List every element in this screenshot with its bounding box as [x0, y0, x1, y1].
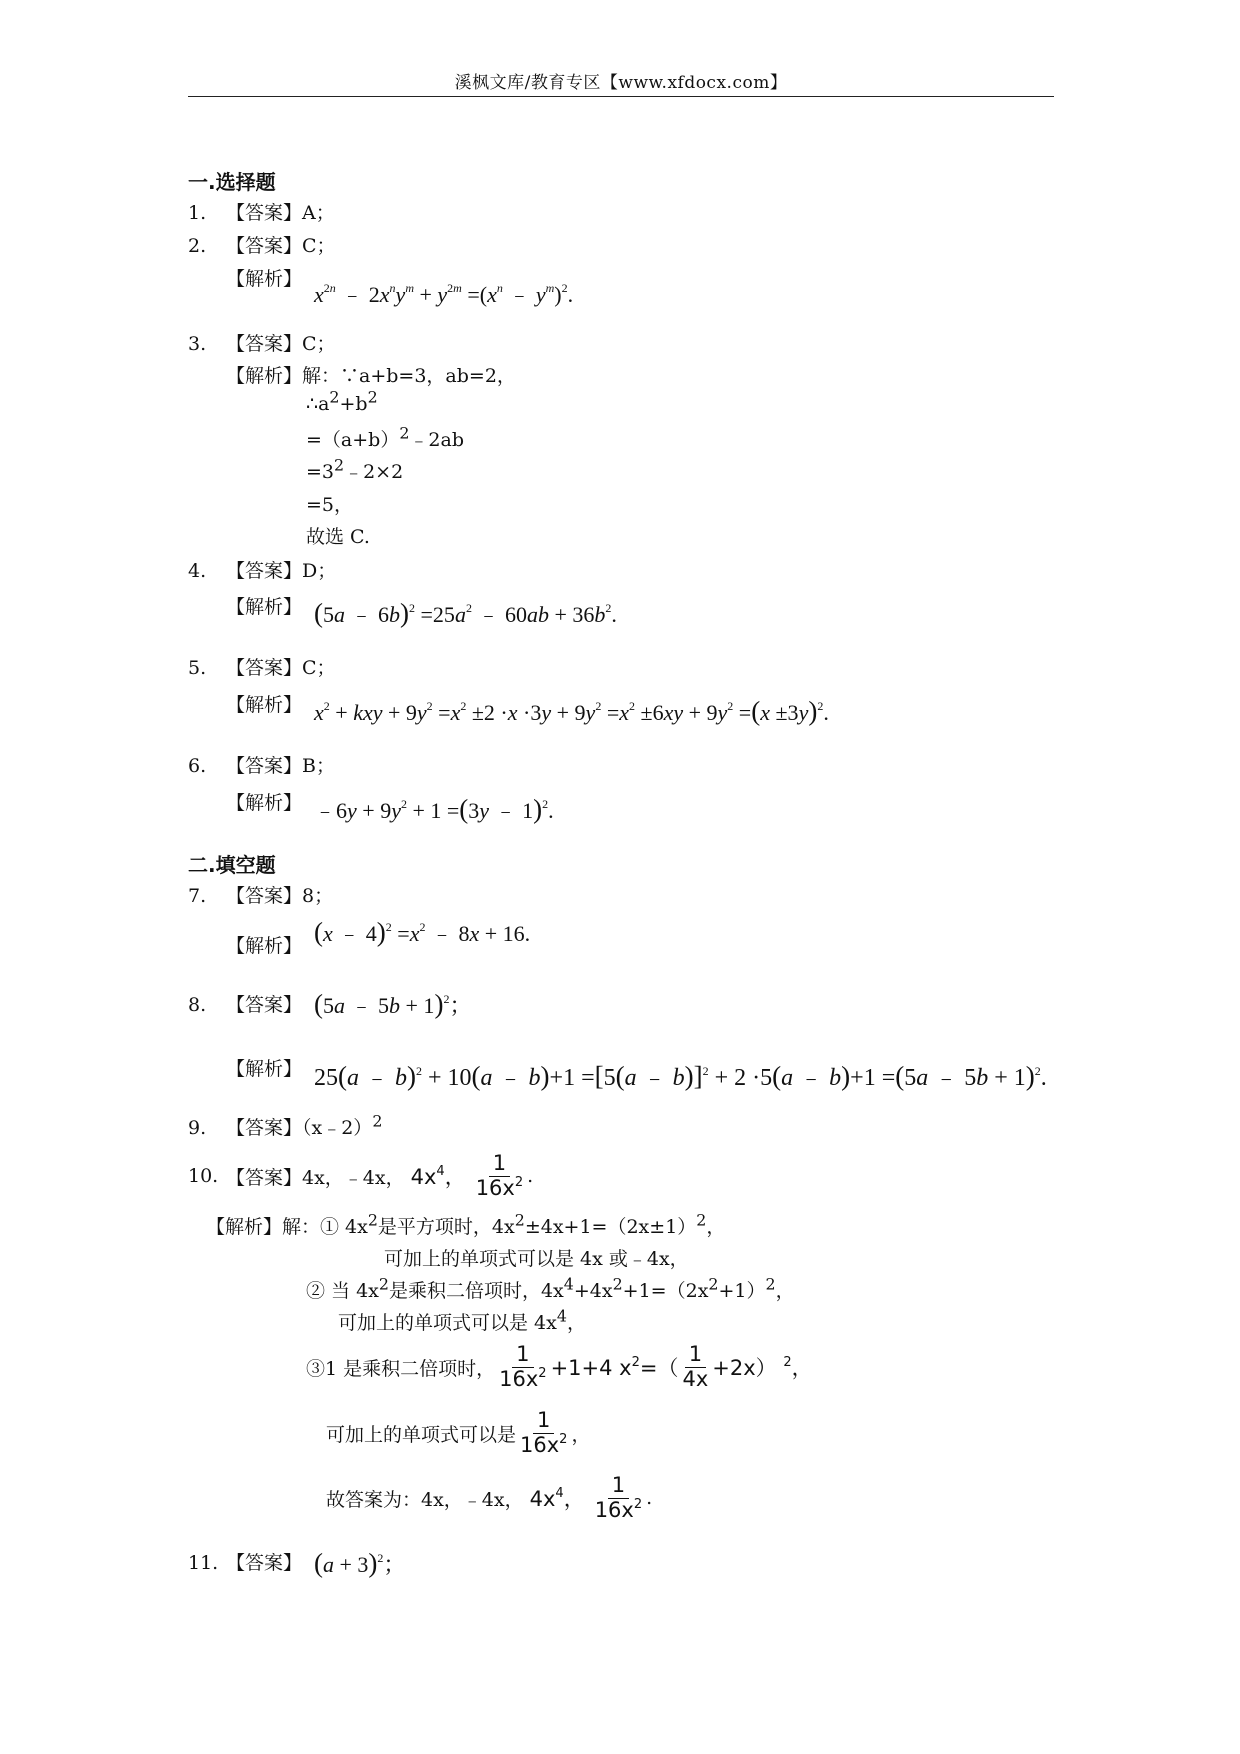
q6-analysis-formula: ﹣6y + $9y^2 + 1 =(3y$ ﹣ 1)$^2$. — [314, 794, 554, 824]
q3-step1-a: ∴a — [306, 393, 330, 415]
q10-l5-fraction-b: $\frac{1}{4x}$ — [682, 1342, 709, 1391]
q4-answer-text: 【答案】D； — [226, 560, 337, 582]
section-choice-title: 一.选择题 — [188, 170, 276, 194]
q1-answer-text: 【答案】A； — [226, 202, 335, 224]
q10-fraction: $\frac{1}{16x^2}$ — [475, 1151, 524, 1200]
q10-l7-fraction: $\frac{1}{16x^2}$ — [594, 1473, 643, 1522]
q9-answer — [188, 1113, 382, 1140]
q6-answer — [188, 751, 335, 778]
q10-analysis-line4: 可加上的单项式可以是 $4x^4$， — [338, 1306, 586, 1334]
q11-answer — [188, 1548, 302, 1575]
q10-analysis-line1: 【解析】解：① $4x^2$是平方项时，$4x^2\pm 4x+1=(2x\pm 1)^2$， — [206, 1210, 726, 1238]
q10-term-4x4: $4x^4$， — [410, 1164, 466, 1189]
page-header: 溪枫文库/教育专区【www.xfdocx.com】 — [454, 73, 788, 93]
q10-l3b: 是乘积二倍项时，4x — [388, 1280, 564, 1302]
section-fill-title: 二.填空题 — [188, 853, 276, 877]
q10-l6: 可加上的单项式可以是 — [326, 1423, 517, 1446]
q10-l6-fraction: $\frac{1}{16x^2}$ — [520, 1408, 568, 1457]
q10-l3c: +4x — [573, 1280, 613, 1302]
q3-step4: =5， — [306, 494, 354, 516]
q2-answer-text: 【答案】C； — [226, 235, 336, 257]
q3-answer — [188, 329, 336, 356]
q7-answer-text: 【答案】8； — [226, 885, 334, 907]
q10-answer: 10. 【答案】4x，﹣4x， $4x^4$， $\frac{1}{16x^2}$ . — [188, 1151, 534, 1200]
q10-l1c: ±4x+1=（2x±1） — [524, 1216, 697, 1238]
q9-number: 9. — [188, 1117, 207, 1139]
q10-l4: 可加上的单项式可以是 4x — [338, 1312, 557, 1334]
q3-step3: $=3^2﹣2\times 2$ — [306, 455, 404, 483]
q10-l7-term: $4x^4$， — [529, 1486, 585, 1511]
q1-number: 1. — [188, 202, 207, 224]
q10-l5a: ③1 是乘积二倍项时， — [306, 1357, 496, 1380]
q3-step1-b: +b — [339, 393, 368, 415]
q10-l5-mid: +1+4 $x^2=$（ — [550, 1355, 679, 1380]
q3-number: 3. — [188, 333, 207, 355]
q10-l4b: ， — [566, 1312, 586, 1334]
q8-number: 8. — [188, 994, 207, 1016]
q2-analysis-label: 【解析】 — [226, 268, 303, 290]
q10-analysis-line2: 可加上的单项式可以是 4x 或﹣4x， — [384, 1248, 689, 1270]
q7-analysis-formula: (x ﹣ $4)^2 =x^2$ ﹣ 8x + 16. — [314, 917, 531, 947]
q10-l1d: ， — [706, 1216, 726, 1238]
header-rule — [188, 96, 1054, 97]
q11-number: 11. — [188, 1552, 219, 1574]
q9-answer-text: 【答案】（x﹣2） — [226, 1117, 373, 1139]
q10-analysis-line6: 可加上的单项式可以是 $\frac{1}{16x^2}$ ， — [326, 1408, 591, 1457]
q3-step2: $=(a+b)^2﹣2ab$ — [306, 423, 465, 451]
q8-analysis-label: 【解析】 — [226, 1058, 303, 1080]
q6-number: 6. — [188, 755, 207, 777]
q4-answer — [188, 556, 336, 583]
q7-number: 7. — [188, 885, 207, 907]
q2-number: 2. — [188, 235, 207, 257]
q8-answer-text: 【答案】 — [226, 994, 303, 1016]
q9-exponent: 2 — [372, 1111, 383, 1131]
q2-answer — [188, 231, 336, 258]
q6-analysis-label: 【解析】 — [226, 792, 303, 814]
q2-analysis-formula: $x^{2n}$ ﹣ $2x^ny^m + y^{2m} =(x^n$ ﹣ $y^m)^2$. — [314, 281, 574, 307]
q11-answer-text: 【答案】 — [226, 1552, 303, 1574]
q3-step3-b: ﹣2×2 — [344, 461, 404, 483]
q8-answer-formula: (5a ﹣ 5b + 1)$^2$； — [314, 989, 472, 1019]
q10-number: 10. — [188, 1165, 219, 1187]
q10-analysis-line5 — [306, 1335, 813, 1399]
q5-number: 5. — [188, 657, 207, 679]
q11-answer-formula: $(a + 3)^2$； — [314, 1548, 406, 1578]
q4-analysis-formula: (5a ﹣ $6b)^2 =25a^2$ ﹣ $60ab + 36b^2$. — [314, 598, 617, 628]
q3-step2-a: =（a+b） — [306, 429, 400, 451]
q5-answer — [188, 653, 336, 680]
q10-l5-end: +2x） $^2$， — [712, 1355, 813, 1380]
q5-analysis-formula: $x^2$ + kxy + $9y^2 =x^2 \pm 2 \cdot x \cdot 3y + 9y^2 =x^2 \pm 6xy + 9y^2 =(x \pm 3y)^2$. — [314, 696, 829, 726]
q4-analysis-label: 【解析】 — [226, 596, 303, 618]
q5-answer-text: 【答案】C； — [226, 657, 336, 679]
q7-answer — [188, 881, 333, 908]
q10-l1b: 是平方项时，4x — [377, 1216, 515, 1238]
q3-answer-text: 【答案】C； — [226, 333, 336, 355]
q3-analysis: 【解析】解：∵a+b=3，ab=2， — [226, 365, 516, 387]
q3-step3-a: =3 — [306, 461, 335, 483]
q3-step5: 故选 C. — [306, 526, 370, 548]
q10-answer-text: 【答案】4x，﹣4x， — [226, 1166, 405, 1189]
q10-analysis-line3: ② 当 $4x^2$是乘积二倍项时，$4x^4+4x^2+1=(2x^2+1)^2$， — [306, 1274, 795, 1302]
q7-analysis-label: 【解析】 — [226, 935, 303, 957]
q4-number: 4. — [188, 560, 207, 582]
q10-l7: 故答案为：4x，﹣4x， — [326, 1488, 524, 1511]
q10-l5-fraction-a: $\frac{1}{16x^2}$ — [499, 1342, 547, 1391]
q10-l3d: +1=（2x — [622, 1280, 709, 1302]
q10-analysis-line7: 故答案为：4x，﹣4x， $4x^4$， $\frac{1}{16x^2}$ . — [326, 1473, 653, 1522]
q10-l3e: +1） — [718, 1280, 766, 1302]
q8-analysis-formula: 25(a ﹣ b)$^2$ + 10(a ﹣ b)+1 =[5(a ﹣ b)]$^2$ + 2 ·5(a ﹣ b)+1 =(5a ﹣ 5b + 1)$^2$. — [314, 1061, 1047, 1091]
q10-analysis-label: 【解析】解：① 4x — [206, 1216, 368, 1238]
q8-answer — [188, 990, 302, 1017]
q3-step1: $\therefore a^2+b^2$ — [306, 387, 378, 415]
q3-step2-b: ﹣2ab — [409, 429, 465, 451]
q10-l3a: ② 当 4x — [306, 1280, 379, 1302]
q5-analysis-label: 【解析】 — [226, 694, 303, 716]
q1-answer — [188, 198, 335, 225]
q10-l3f: ， — [775, 1280, 795, 1302]
q6-answer-text: 【答案】B； — [226, 755, 335, 777]
